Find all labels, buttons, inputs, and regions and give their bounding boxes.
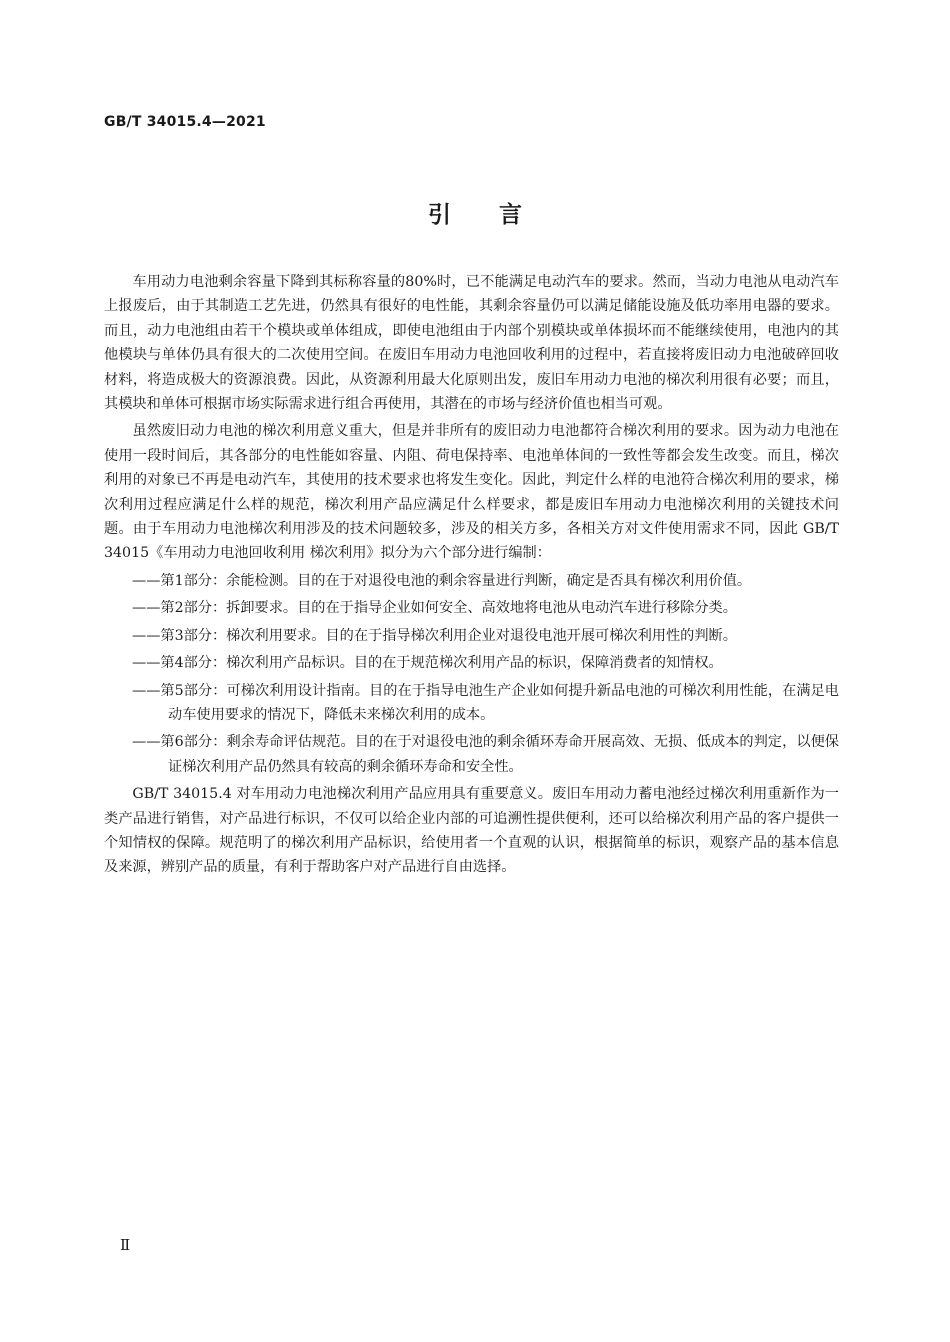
list-item-part-2: ——第2部分：拆卸要求。目的在于指导企业如何安全、高效地将电池从电动汽车进行移除分类。 — [132, 600, 737, 617]
list-item-part-4: ——第4部分：梯次利用产品标识。目的在于规范梯次利用产品的标识，保障消费者的知情权。 — [132, 655, 723, 672]
list-item-part-5: ——第5部分：可梯次利用设计指南。目的在于指导电池生产企业如何提升新品电池的可梯次利用性能，在满足电动车使用要求的情况下，降低未来梯次利用的成本。 — [132, 682, 839, 723]
list-item-part-6: ——第6部分：剩余寿命评估规范。目的在于对退役电池的剩余循环寿命开展高效、无损、低成本的判定，以便保证梯次利用产品仍然具有较高的剩余循环寿命和安全性。 — [132, 734, 839, 775]
paragraph-significance: GB/T 34015.4 对车用动力电池梯次利用产品应用具有重要意义。废旧车用动力蓄电池经过梯次利用重新作为一类产品进行销售，对产品进行标识，不仅可以给企业内部的可追溯性提供便利，还可以给梯次利用产品的客户提供一个知情权的保障。规范明了的梯次利用产品标识，给使用者一个直观的认识，根据简单的标识，观察产品的基本信息及来源，辨别产品的质量，有利于帮助客户对产品进行自由选择。 — [104, 786, 839, 876]
document-body — [104, 270, 839, 883]
page-title: 引言 — [428, 202, 570, 228]
standard-code: GB/T 34015.4—2021 — [104, 114, 266, 130]
paragraph-requirements: 虽然废旧动力电池的梯次利用意义重大，但是并非所有的废旧动力电池都符合梯次利用的要求。因为动力电池在使用一段时间后，其各部分的电性能如容量、内阻、荷电保持率、电池单体间的一致性等都会发生改变。而且，梯次利用的对象已不再是电动汽车，其使用的技术要求也将发生变化。因此，判定什么样的电池符合梯次利用的要求，梯次利用过程应满足什么样的规范，梯次利用产品应满足什么样要求，都是废旧车用动力电池梯次利用的关键技术问题。由于车用动力电池梯次利用涉及的技术问题较多，涉及的相关方多，各相关方对文件使用需求不同，因此 GB/T 34015《车用动力电池回收利用 梯次利用》拟分为六个部分进行编制： — [104, 423, 839, 562]
list-item-part-3: ——第3部分：梯次利用要求。目的在于指导梯次利用企业对退役电池开展可梯次利用性的判断。 — [132, 627, 737, 644]
page-number: Ⅱ — [120, 1236, 131, 1254]
list-item-part-1: ——第1部分：余能检测。目的在于对退役电池的剩余容量进行判断，确定是否具有梯次利用价值。 — [132, 572, 752, 589]
parts-list — [104, 569, 839, 779]
paragraph-intro: 车用动力电池剩余容量下降到其标称容量的80%时，已不能满足电动汽车的要求。然而，当动力电池从电动汽车上报废后，由于其制造工艺先进，仍然具有很好的电性能，其剩余容量仍可以满足储能设施及低功率用电器的要求。而且，动力电池组由若干个模块或单体组成，即使电池组由于内部个别模块或单体损坏而不能继续使用，电池内的其他模块与单体仍具有很大的二次使用空间。在废旧车用动力电池回收利用的过程中，若直接将废旧动力电池破碎回收材料，将造成极大的资源浪费。因此，从资源利用最大化原则出发，废旧车用动力电池的梯次利用很有必要；而且，其模块和单体可根据市场实际需求进行组合再使用，其潜在的市场与经济价值也相当可观。 — [104, 274, 839, 413]
